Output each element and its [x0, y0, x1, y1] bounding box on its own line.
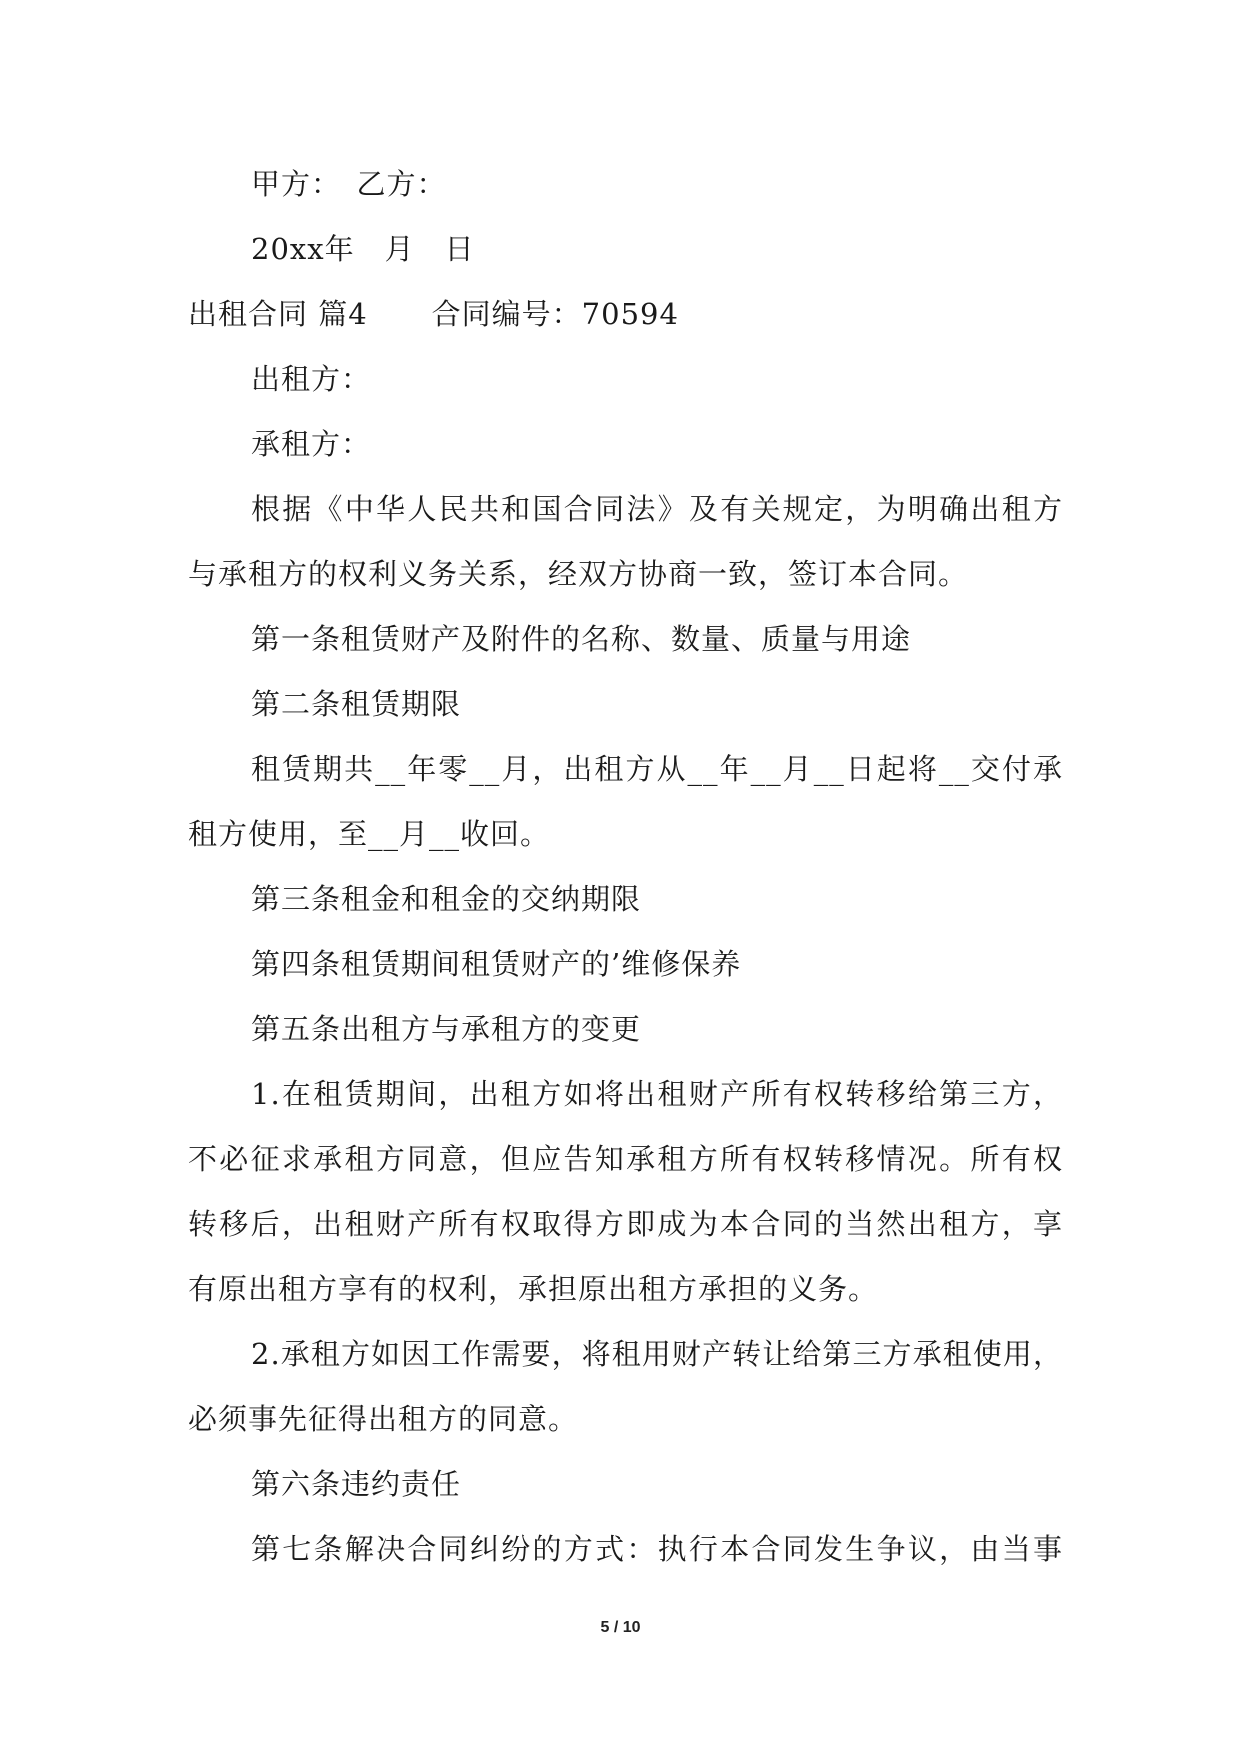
date-line: 20xx年 月 日: [251, 232, 475, 266]
section-title: 出租合同 篇4: [188, 297, 368, 331]
paragraph-line: 必须事先征得出租方的同意。: [188, 1402, 579, 1436]
article-heading: 第四条租赁期间租赁财产的’维修保养: [251, 947, 742, 981]
article-heading: 第五条出租方与承租方的变更: [251, 1012, 642, 1046]
signature-line: 甲方： 乙方：: [251, 167, 447, 201]
paragraph-line: 不必征求承租方同意，但应告知承租方所有权转移情况。所有权: [188, 1142, 1063, 1176]
article-heading: 第二条租赁期限: [251, 687, 462, 721]
article-heading: 第三条租金和租金的交纳期限: [251, 882, 642, 916]
paragraph-line: 租方使用，至__月__收回。: [188, 817, 551, 851]
paragraph-line: 转移后，出租财产所有权取得方即成为本合同的当然出租方，享: [188, 1207, 1063, 1241]
section-heading: [188, 282, 1063, 347]
paragraph-line: 与承租方的权利义务关系，经双方协商一致，签订本合同。: [188, 557, 969, 591]
paragraph-line: 1.在租赁期间，出租方如将出租财产所有权转移给第三方，: [251, 1077, 1063, 1111]
lessee-label: 承租方：: [251, 427, 372, 461]
paragraph-line: 2.承租方如因工作需要，将租用财产转让给第三方承租使用，: [251, 1337, 1063, 1371]
paragraph-line: 租赁期共__年零__月，出租方从__年__月__日起将__交付承: [251, 752, 1063, 786]
paragraph-line: 根据《中华人民共和国合同法》及有关规定，为明确出租方: [251, 492, 1063, 526]
article-heading: 第一条租赁财产及附件的名称、数量、质量与用途: [251, 622, 912, 656]
lessor-label: 出租方：: [251, 362, 372, 396]
page-indicator: 5 / 10: [600, 1619, 641, 1636]
contract-number: 合同编号：70594: [431, 297, 679, 331]
document-body: [188, 152, 1063, 1582]
paragraph-line: 有原出租方享有的权利，承担原出租方承担的义务。: [188, 1272, 879, 1306]
paragraph-line: 第七条解决合同纠纷的方式：执行本合同发生争议，由当事: [251, 1532, 1063, 1566]
article-heading: 第六条违约责任: [251, 1467, 462, 1501]
